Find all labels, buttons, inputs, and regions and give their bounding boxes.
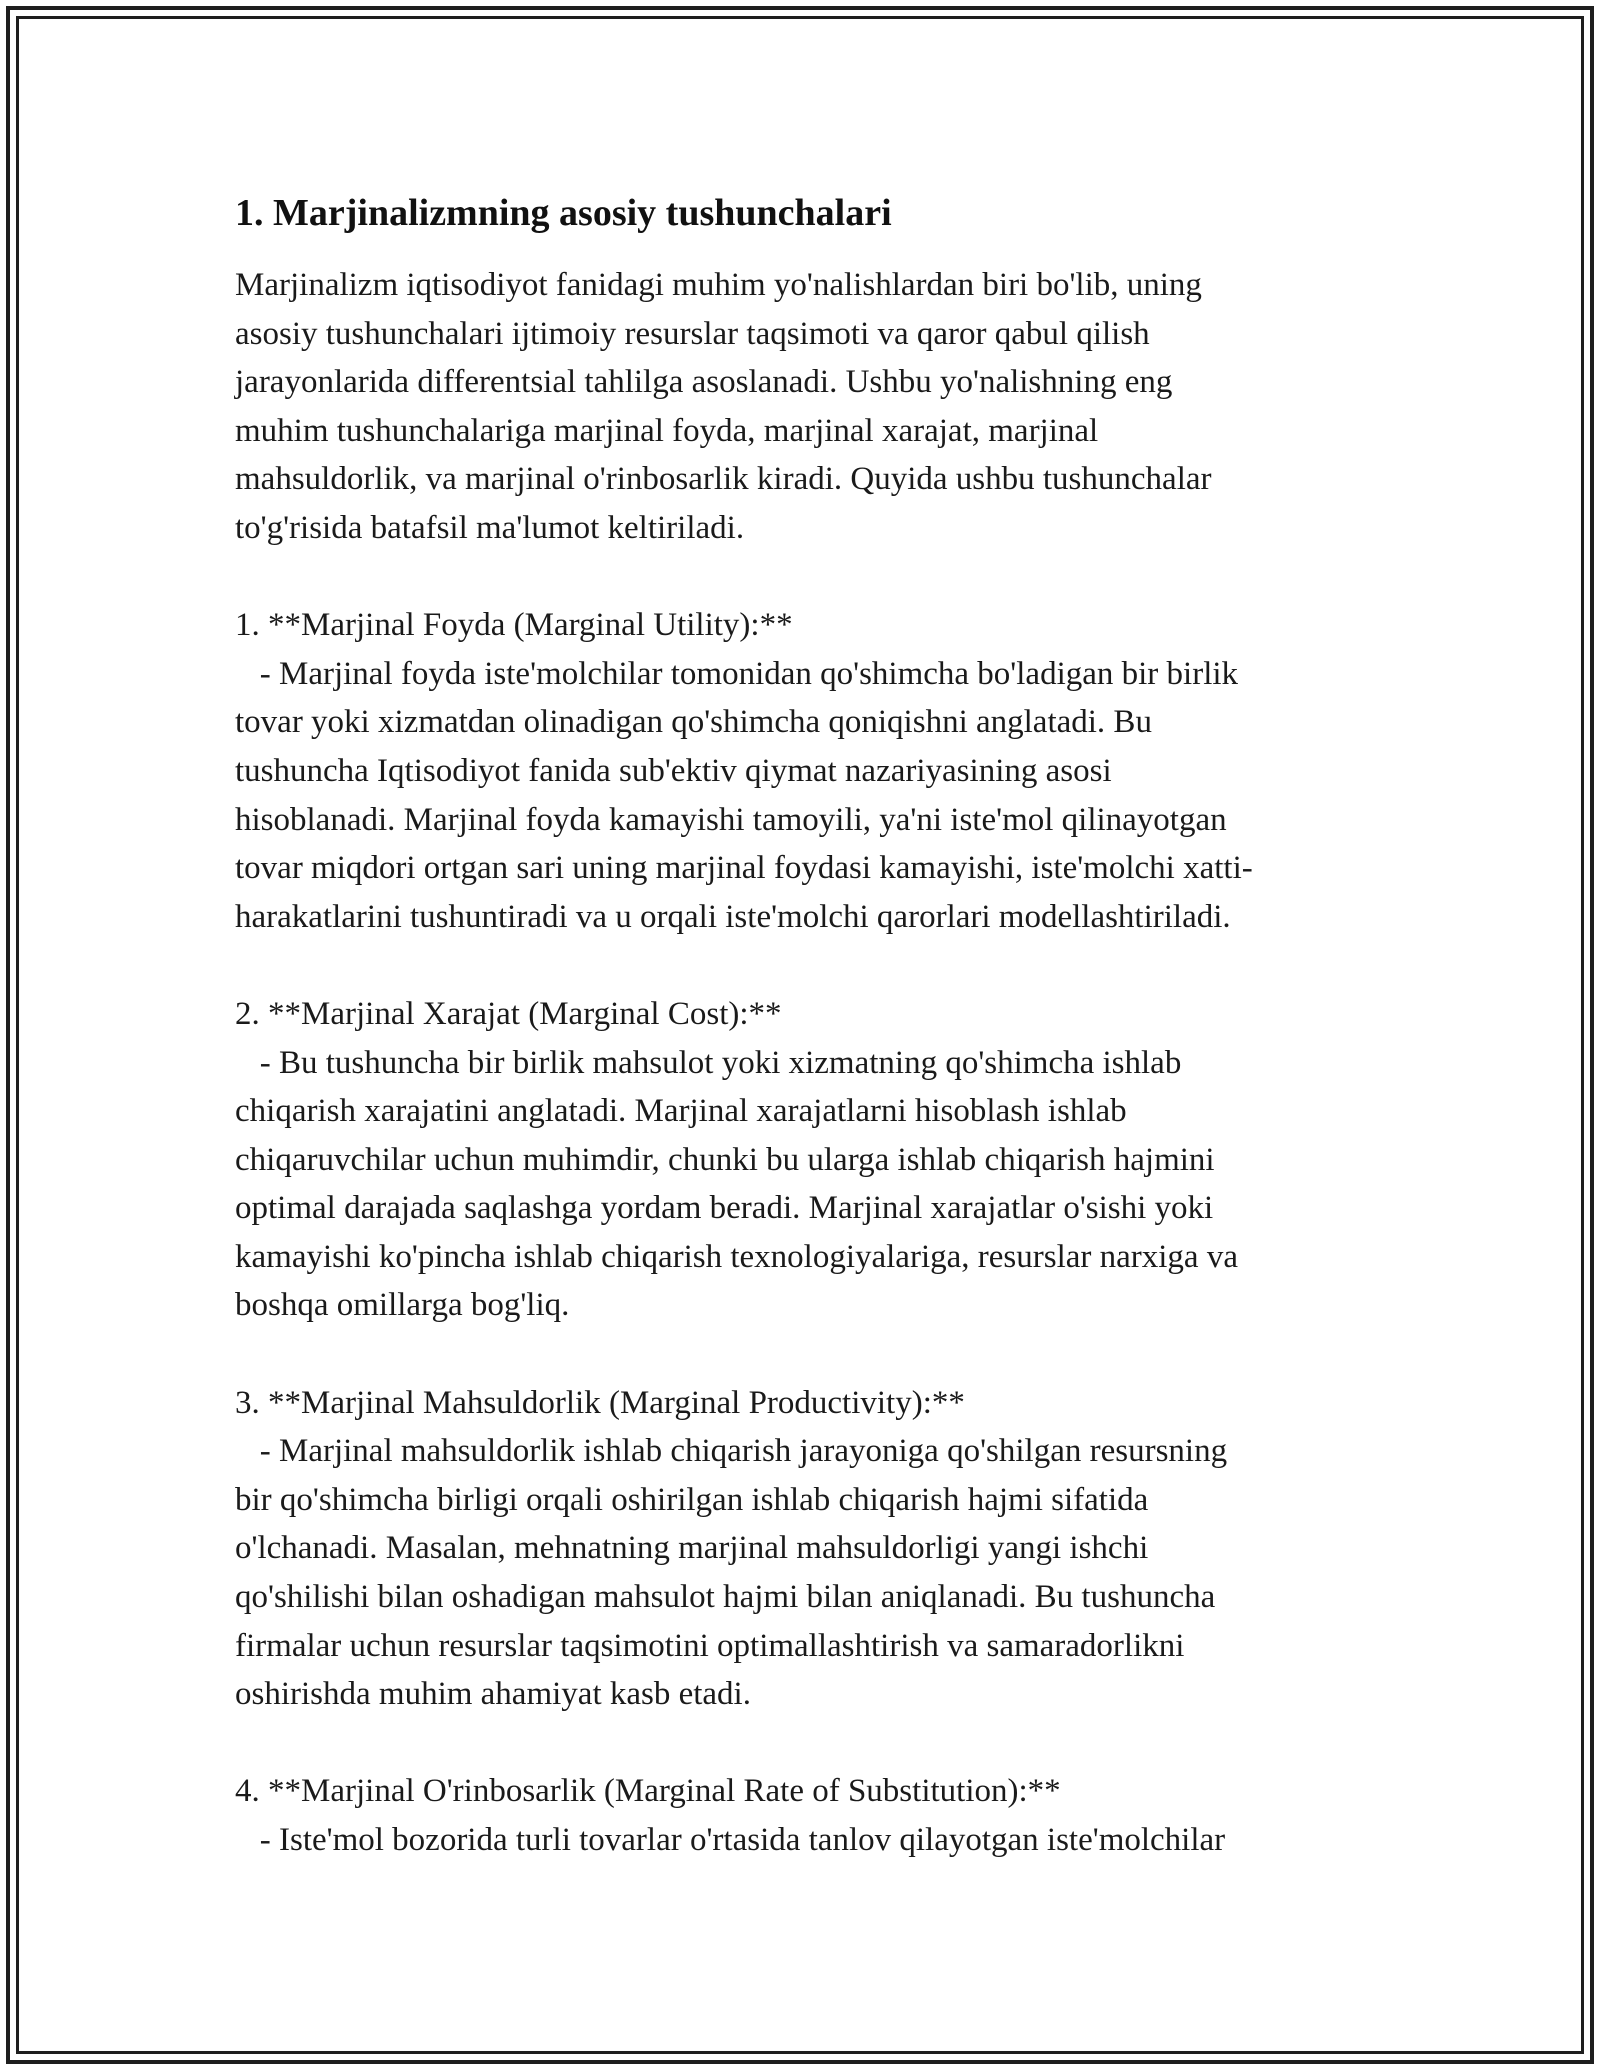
- concept-title-marginal-productivity: 3. **Marjinal Mahsuldorlik (Marginal Productivity):**: [235, 1384, 965, 1421]
- concept-text-marginal-productivity: - Marjinal mahsuldorlik ishlab chiqarish jarayoniga qo'shilgan resursning bir qo'shimcha birligi orqali oshirilgan ishlab chiqarish hajmi sifatida o'lchanadi. Masalan, mehnatning marjinal mahsuldorligi yangi ishchi qo'shilishi bilan oshadigan mahsulot hajmi bilan aniqlanadi. Bu tushuncha firmalar uchun resurslar taqsimotini optimallashtirish va samaradorlikni oshirishda muhim ahamiyat kasb etadi.: [235, 1433, 1228, 1713]
- intro-paragraph: Marjinalizm iqtisodiyot fanidagi muhim yo'nalishlardan biri bo'lib, uning asosiy tushunchalari ijtimoiy resurslar taqsimoti va qaror qabul qilish jarayonlarida differentsial tahlilga asoslanadi. Ushbu yo'nalishning eng muhim tushunchalariga marjinal foyda, marjinal xarajat, marjinal mahsuldorlik, va marjinal o'rinbosarlik kiradi. Quyida ushbu tushunchalar to'g'risida batafsil ma'lumot keltiriladi.: [235, 267, 1212, 546]
- concept-text-marginal-cost: - Bu tushuncha bir birlik mahsulot yoki xizmatning qo'shimcha ishlab chiqarish xarajatini anglatadi. Marjinal xarajatlarni hisoblash ishlab chiqaruvchilar uchun muhimdir, chunki bu ularga ishlab chiqarish hajmini optimal darajada saqlashga yordam beradi. Marjinal xarajatlar o'sishi yoki kamayishi ko'pincha ishlab chiqarish texnologiyalariga, resurslar narxiga va boshqa omillarga bog'liq.: [235, 1044, 1238, 1324]
- concept-title-marginal-substitution: 4. **Marjinal O'rinbosarlik (Marginal Rate of Substitution):**: [235, 1773, 1061, 1810]
- concept-title-marginal-utility: 1. **Marjinal Foyda (Marginal Utility):**: [235, 607, 793, 644]
- document-body: [235, 261, 1375, 1865]
- concept-text-marginal-utility: - Marjinal foyda iste'molchilar tomonidan qo'shimcha bo'ladigan bir birlik tovar yoki xizmatdan olinadigan qo'shimcha qoniqishni anglatadi. Bu tushuncha Iqtisodiyot fanida sub'ektiv qiymat nazariyasining asosi hisoblanadi. Marjinal foyda kamayishi tamoyili, ya'ni iste'mol qilinayotgan tovar miqdori ortgan sari uning marjinal foydasi kamayishi, iste'molchi xatti- harakatlarini tushuntiradi va u orqali iste'molchi qarorlari modellashtiriladi.: [235, 655, 1253, 935]
- document-content: [235, 185, 1375, 1865]
- concept-text-marginal-substitution: - Iste'mol bozorida turli tovarlar o'rtasida tanlov qilayotgan iste'molchilar: [235, 1822, 1226, 1858]
- section-heading: 1. Marjinalizmning asosiy tushunchalari: [235, 192, 892, 234]
- concept-title-marginal-cost: 2. **Marjinal Xarajat (Marginal Cost):**: [235, 995, 782, 1032]
